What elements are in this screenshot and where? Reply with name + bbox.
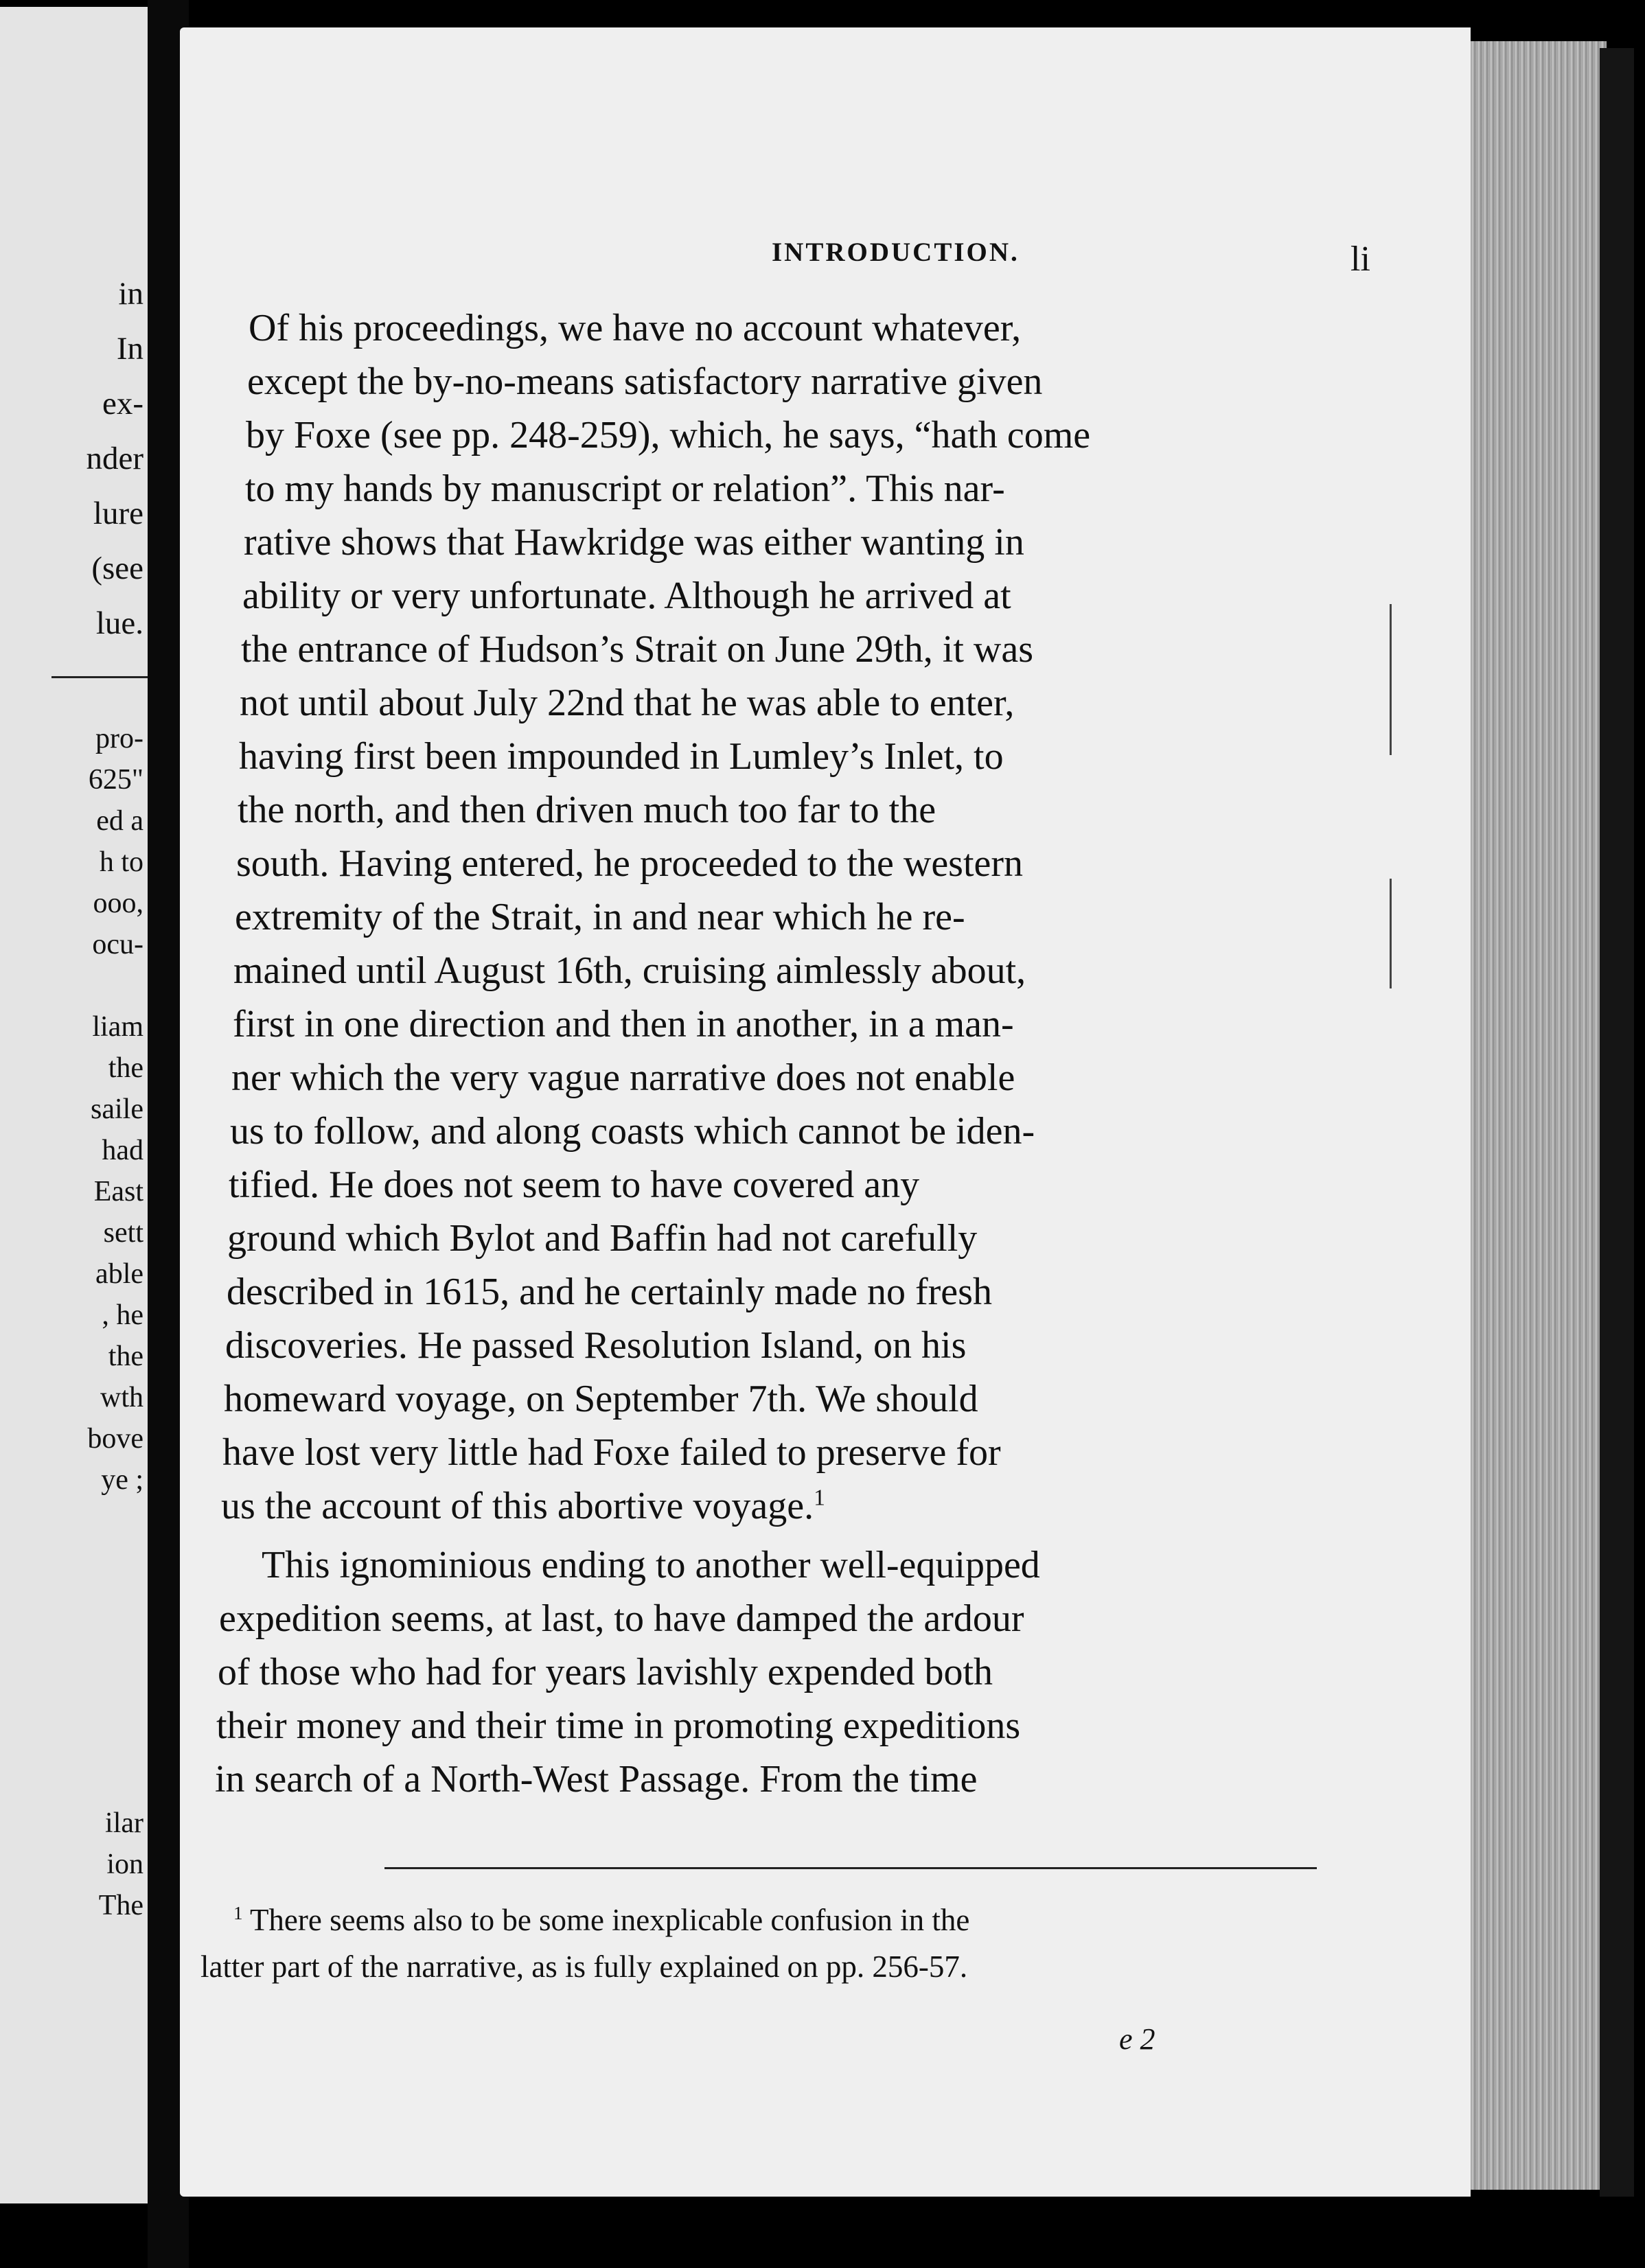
left-page-line: had bbox=[102, 1135, 143, 1166]
body-line: south. Having entered, he proceeded to the western bbox=[236, 842, 1024, 885]
body-line: in search of a North-West Passage. From the time bbox=[215, 1758, 978, 1801]
left-facing-page bbox=[0, 7, 152, 2203]
left-page-line: wth bbox=[100, 1382, 143, 1413]
footnote-text: latter part of the narrative, as is fully explained on pp. 256-57. bbox=[200, 1949, 968, 1984]
signature-mark: e 2 bbox=[1119, 2022, 1155, 2056]
body-line: first in one direction and then in another, in a man- bbox=[233, 1003, 1014, 1045]
body-line: rative shows that Hawkridge was either wanting in bbox=[244, 521, 1024, 564]
left-page-line: ilar bbox=[105, 1807, 143, 1839]
body-line: us to follow, and along coasts which cannot be iden- bbox=[230, 1110, 1035, 1153]
left-page-line: The bbox=[98, 1890, 143, 1921]
book-page bbox=[180, 27, 1471, 2197]
page-number: li bbox=[1350, 240, 1370, 279]
body-line: tified. He does not seem to have covered any bbox=[229, 1164, 920, 1206]
body-line: mained until August 16th, cruising aimlessly about, bbox=[233, 949, 1026, 992]
running-head: INTRODUCTION. bbox=[772, 238, 1020, 267]
left-page-line: , he bbox=[102, 1299, 143, 1331]
left-page-line: ex- bbox=[102, 386, 143, 421]
left-page-line: nder bbox=[86, 441, 143, 476]
body-line: have lost very little had Foxe failed to preserve for bbox=[222, 1431, 1001, 1474]
left-page-line: able bbox=[95, 1258, 143, 1290]
left-page-line: sett bbox=[103, 1217, 143, 1249]
body-line: This ignominious ending to another well-equipped bbox=[262, 1544, 1040, 1586]
left-page-line: lure bbox=[93, 496, 143, 531]
body-line: of those who had for years lavishly expended both bbox=[218, 1651, 993, 1693]
footnote-line bbox=[233, 1905, 969, 1936]
body-line: homeward voyage, on September 7th. We should bbox=[224, 1378, 978, 1420]
body-line: to my hands by manuscript or relation”. This nar- bbox=[245, 467, 1005, 510]
left-page-rule bbox=[51, 676, 148, 678]
left-page-line: 625" bbox=[88, 764, 143, 796]
left-page-line: bove bbox=[87, 1423, 143, 1455]
left-page-line: ooo, bbox=[93, 888, 143, 919]
body-line: ability or very unfortunate. Although he arrived at bbox=[242, 575, 1011, 617]
left-page-line: in bbox=[118, 276, 143, 312]
left-page-line: In bbox=[116, 331, 143, 367]
body-line: by Foxe (see pp. 248-259), which, he says, “hath come bbox=[246, 414, 1091, 456]
left-page-line: saile bbox=[91, 1094, 143, 1125]
left-page-line: ion bbox=[106, 1849, 143, 1880]
left-page-line: ye ; bbox=[101, 1464, 143, 1496]
body-line: Of his proceedings, we have no account whatever, bbox=[249, 307, 1022, 349]
margin-mark bbox=[1390, 604, 1392, 755]
body-line: ground which Bylot and Baffin had not carefully bbox=[227, 1217, 978, 1260]
left-page-line: pro- bbox=[95, 723, 143, 754]
body-line: not until about July 22nd that he was able to enter, bbox=[240, 682, 1015, 724]
body-line: ner which the very vague narrative does not enable bbox=[231, 1056, 1015, 1099]
left-page-line: (see bbox=[91, 551, 143, 586]
footnote-marker: 1 bbox=[233, 1903, 243, 1923]
left-page-line: the bbox=[108, 1052, 143, 1084]
footnote-text: There seems also to be some inexplicable confusion in the bbox=[249, 1903, 970, 1937]
footnote-rule bbox=[384, 1867, 1317, 1869]
body-line: their money and their time in promoting expeditions bbox=[216, 1704, 1021, 1747]
left-page-line: ocu- bbox=[92, 929, 143, 960]
left-page-line: the bbox=[108, 1341, 143, 1372]
left-page-line: lue. bbox=[95, 605, 143, 641]
body-line: the north, and then driven much too far to the bbox=[238, 789, 936, 831]
left-page-line: h to bbox=[99, 846, 143, 878]
body-line: discoveries. He passed Resolution Island, on his bbox=[225, 1324, 967, 1367]
body-line: us the account of this abortive voyage.$^1$ bbox=[221, 1485, 825, 1527]
margin-mark bbox=[1390, 879, 1392, 988]
footnote-line bbox=[200, 1949, 968, 1984]
body-line: described in 1615, and he certainly made no fresh bbox=[227, 1271, 992, 1313]
left-page-line: liam bbox=[92, 1011, 143, 1043]
left-page-line: ed a bbox=[96, 805, 143, 837]
book-cover-edge bbox=[1600, 48, 1634, 2197]
body-line: expedition seems, at last, to have damped the ardour bbox=[219, 1597, 1024, 1640]
body-line: having first been impounded in Lumley’s Inlet, to bbox=[239, 735, 1004, 778]
body-line: extremity of the Strait, in and near which he re- bbox=[235, 896, 965, 938]
footnote-reference: 1 bbox=[814, 1485, 825, 1511]
left-page-line: East bbox=[93, 1176, 143, 1207]
body-line: except the by-no-means satisfactory narrative given bbox=[247, 360, 1043, 403]
body-line: the entrance of Hudson’s Strait on June 29th, it was bbox=[241, 628, 1034, 671]
